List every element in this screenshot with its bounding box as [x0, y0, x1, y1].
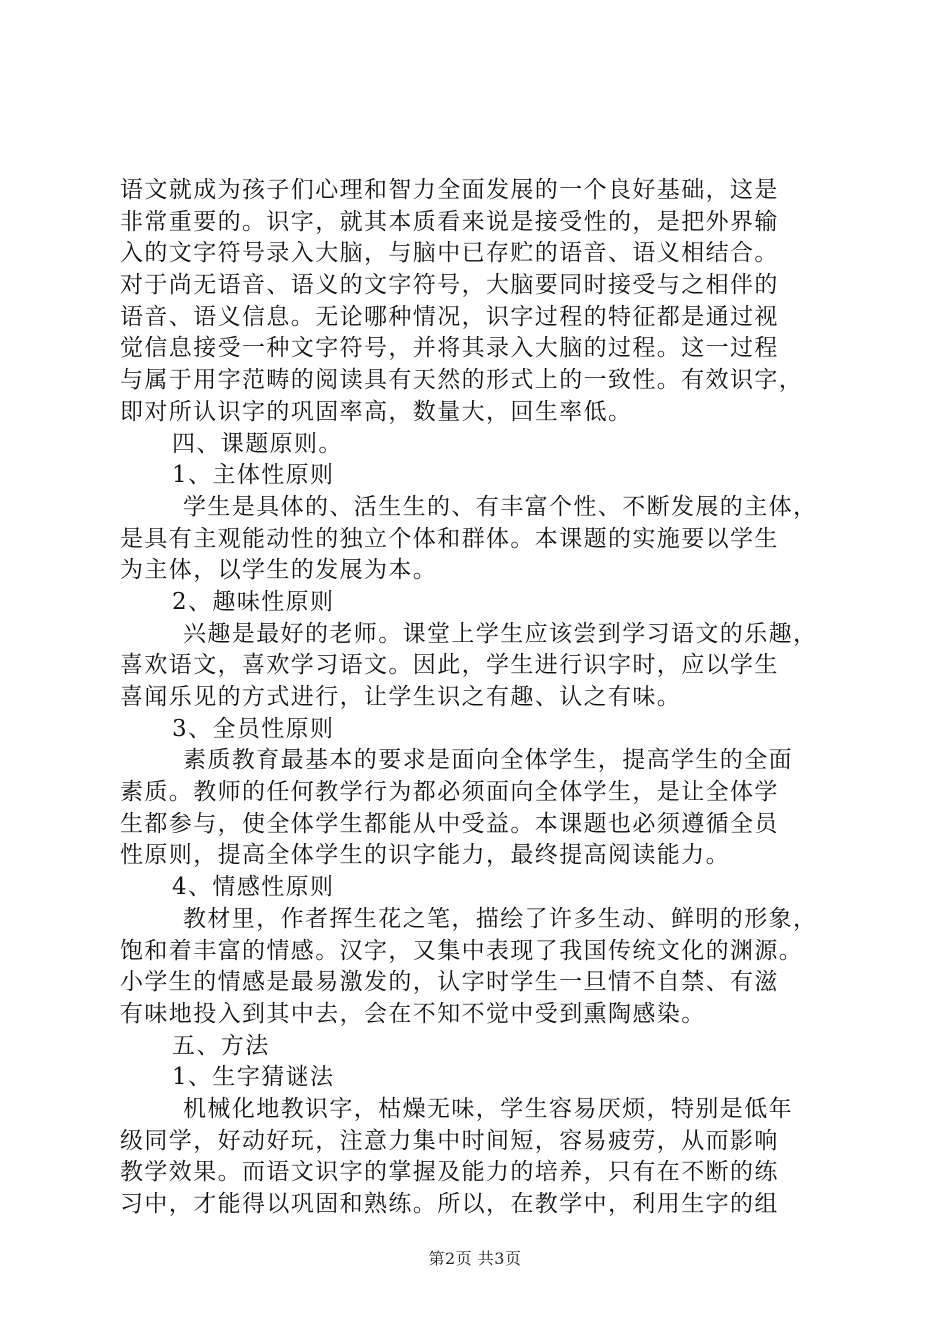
page-footer: 第2页 共3页	[428, 1249, 522, 1268]
section-heading: 4、情感性原则	[172, 874, 335, 901]
paragraph-line: 语音、语义信息。无论哪种情况，识字过程的特征都是通过视	[120, 303, 779, 330]
paragraph-line: 习中，才能得以巩固和熟练。所以，在教学中，利用生字的组	[120, 1191, 779, 1217]
paragraph-line: 非常重要的。识字，就其本质看来说是接受性的，是把外界输	[120, 208, 779, 235]
paragraph-line: 机械化地教识字，枯燥无味，学生容易厌烦，特别是低年	[183, 1095, 793, 1122]
paragraph-line: 喜欢语文，喜欢学习语文。因此，学生进行识字时，应以学生	[120, 652, 779, 679]
paragraph-line: 与属于用字范畴的阅读具有天然的形式上的一致性。有效识字，	[120, 367, 804, 394]
paragraph-line: 觉信息接受一种文字符号，并将其录入大脑的过程。这一过程	[120, 335, 779, 362]
paragraph-line: 兴趣是最好的老师。课堂上学生应该尝到学习语文的乐趣，	[183, 620, 818, 647]
paragraph-line: 级同学，好动好玩，注意力集中时间短，容易疲劳，从而影响	[120, 1127, 779, 1154]
paragraph-line: 饱和着丰富的情感。汉字，又集中表现了我国传统文化的渊源。	[120, 937, 804, 964]
section-heading: 3、全员性原则	[172, 715, 335, 742]
paragraph-line: 素质。教师的任何教学行为都必须面向全体学生，是让全体学	[120, 779, 779, 806]
document-body	[120, 175, 830, 1221]
section-heading: 1、主体性原则	[172, 462, 335, 489]
paragraph-line: 教学效果。而语文识字的掌握及能力的培养，只有在不断的练	[120, 1159, 779, 1186]
paragraph-line: 喜闻乐见的方式进行，让学生识之有趣、认之有味。	[120, 684, 682, 710]
paragraph-line: 性原则，提高全体学生的识字能力，最终提高阅读能力。	[120, 842, 730, 869]
section-heading: 2、趣味性原则	[172, 588, 335, 615]
paragraph-line: 素质教育最基本的要求是面向全体学生，提高学生的全面	[183, 747, 793, 774]
paragraph-line: 学生是具体的、活生生的、有丰富个性、不断发展的主体，	[183, 493, 818, 520]
paragraph-line: 有味地投入到其中去，会在不知不觉中受到熏陶感染。	[120, 1000, 706, 1027]
paragraph-line: 为主体，以学生的发展为本。	[120, 557, 438, 584]
paragraph-line: 入的文字符号录入大脑，与脑中已存贮的语音、语义相结合。	[120, 240, 779, 267]
paragraph-line: 语文就成为孩子们心理和智力全面发展的一个良好基础，这是	[120, 177, 779, 203]
section-heading: 四、课题原则。	[172, 430, 343, 457]
section-heading: 五、方法	[172, 1032, 270, 1059]
paragraph-line: 生都参与，使全体学生都能从中受益。本课题也必须遵循全员	[120, 810, 779, 837]
section-heading: 1、生字猜谜法	[172, 1064, 335, 1091]
paragraph-line: 小学生的情感是最易激发的，认字时学生一旦情不自禁、有滋	[120, 969, 779, 996]
paragraph-line: 教材里，作者挥生花之笔，描绘了许多生动、鲜明的形象，	[183, 905, 818, 932]
paragraph-line: 对于尚无语音、语义的文字符号，大脑要同时接受与之相伴的	[120, 272, 779, 299]
paragraph-line: 即对所认识字的巩固率高，数量大，回生率低。	[120, 398, 633, 425]
paragraph-line: 是具有主观能动性的独立个体和群体。本课题的实施要以学生	[120, 525, 779, 552]
